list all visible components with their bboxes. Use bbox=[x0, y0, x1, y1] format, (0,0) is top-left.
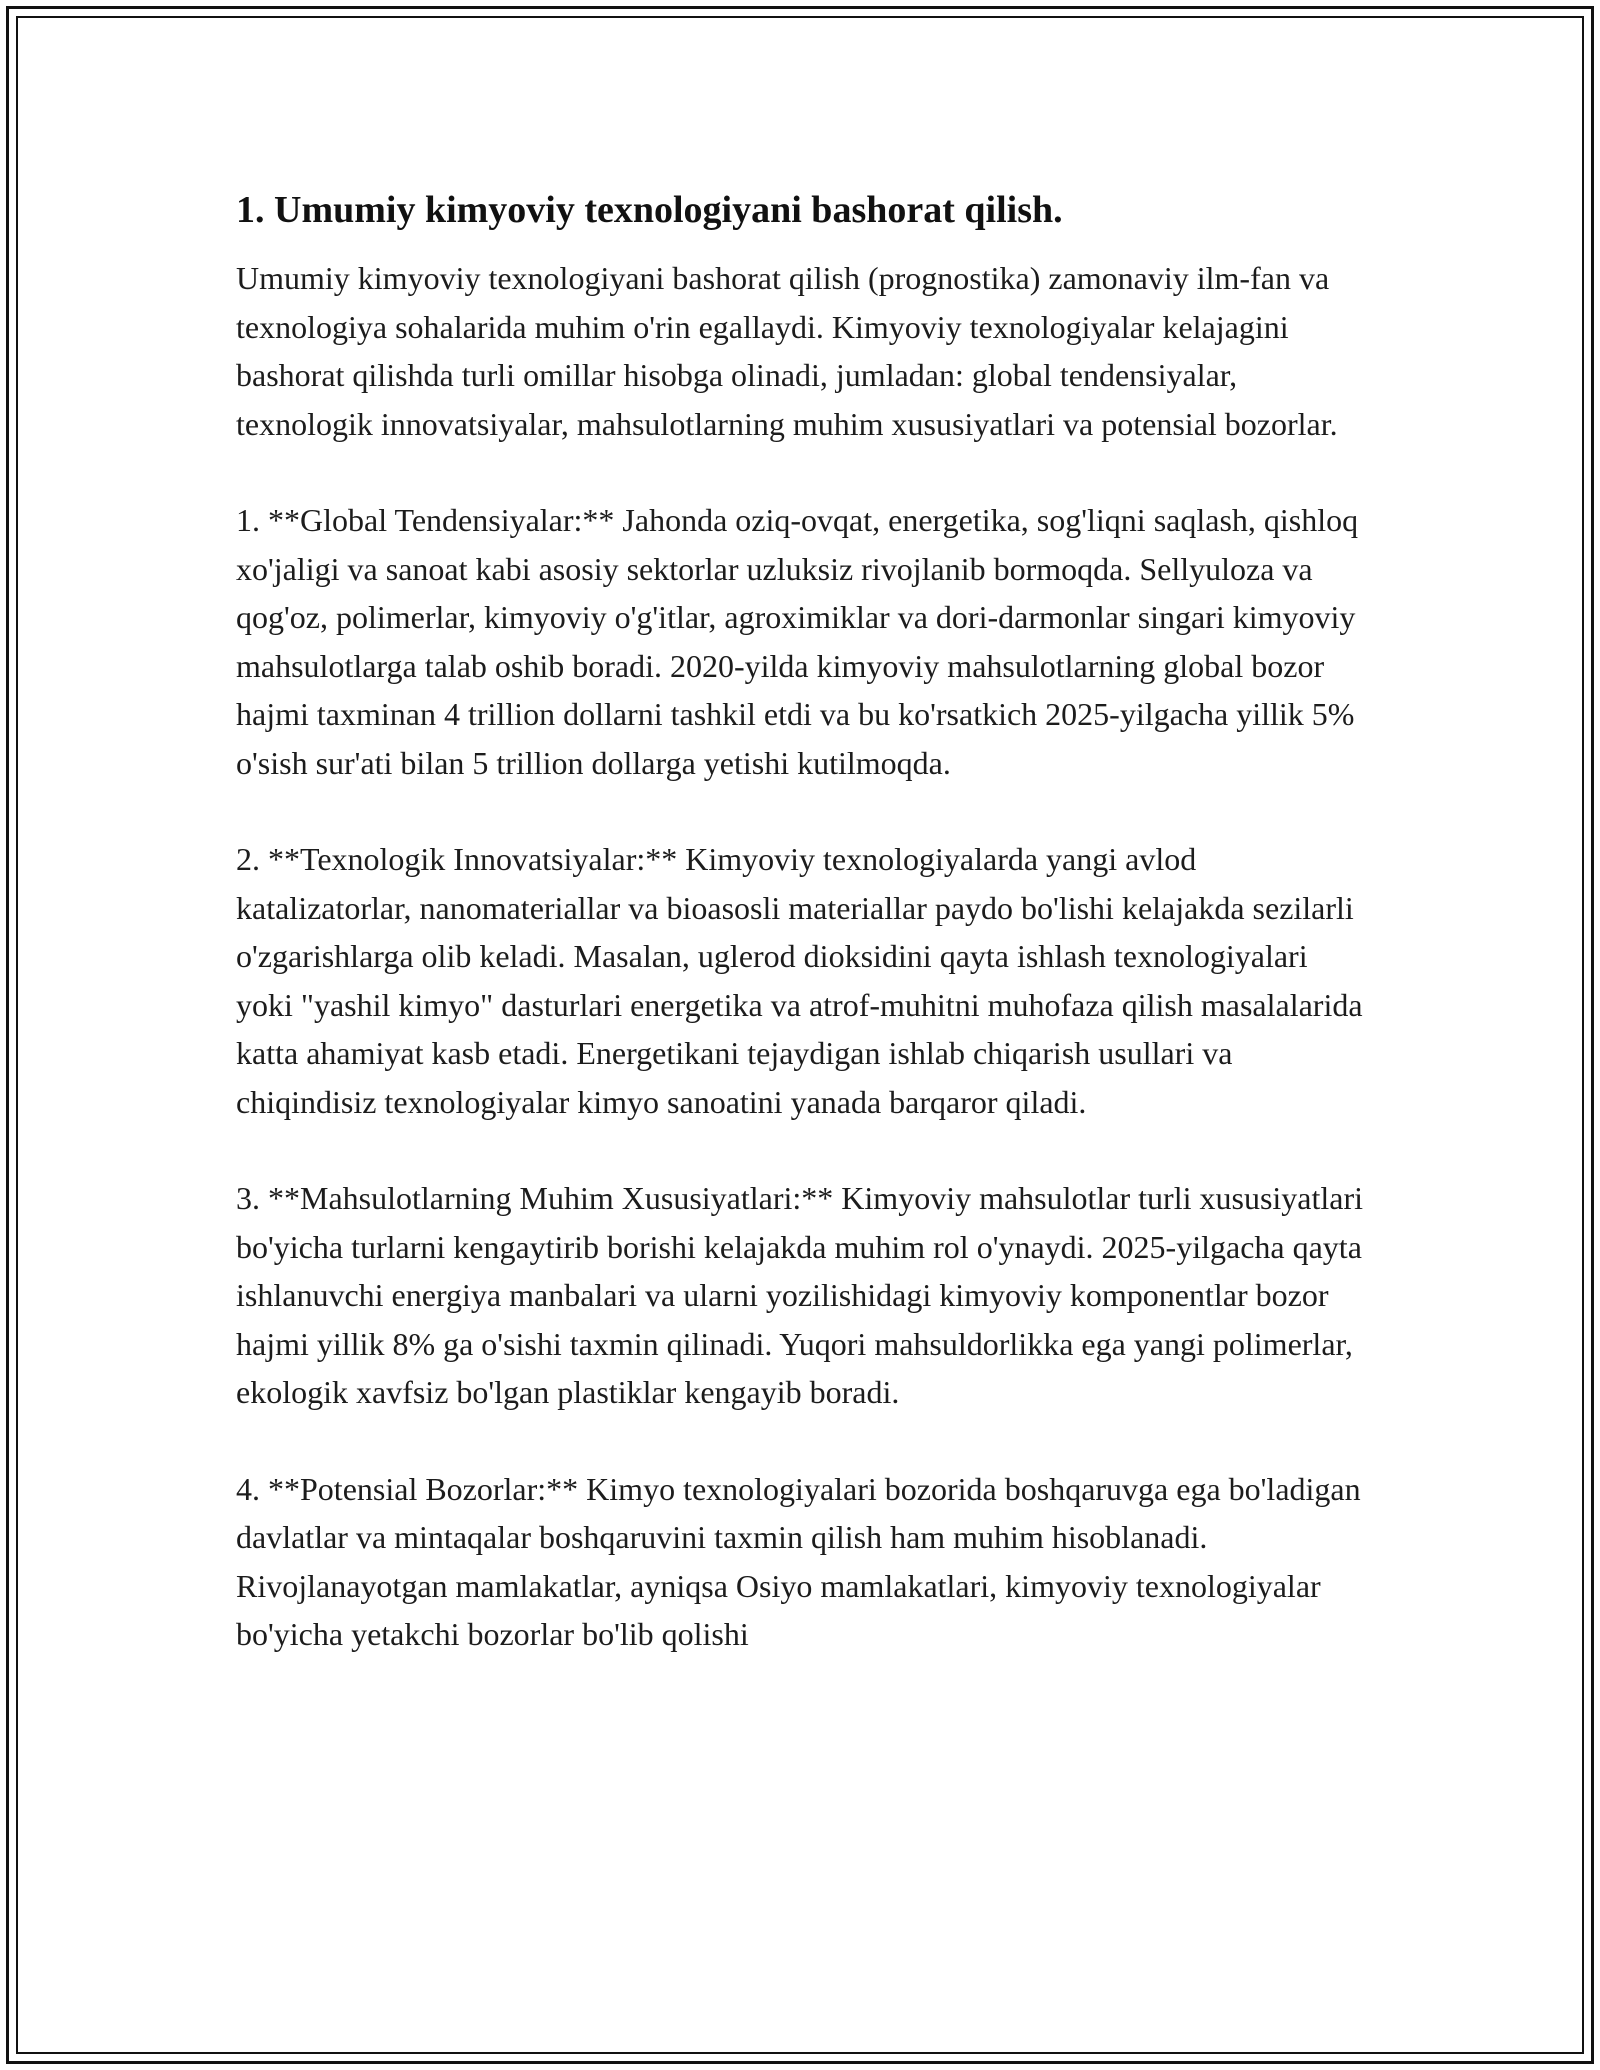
document-body bbox=[236, 186, 1366, 1707]
paragraph-global-tendencies: 1. **Global Tendensiyalar:** Jahonda oziq-ovqat, energetika, sog'liqni saqlash, qishloq xo'jaligi va sanoat kabi asosiy sektorlar uzluksiz rivojlanib bormoqda. Sellyuloza va qog'oz, polimerlar, kimyoviy o'g'itlar, agroximiklar va dori-darmonlar singari kimyoviy mahsulotlarga talab oshib boradi. 2020-yilda kimyoviy mahsulotlarning global bozor hajmi taxminan 4 trillion dollarni tashkil etdi va bu ko'rsatkich 2025-yilgacha yillik 5% o'sish sur'ati bilan 5 trillion dollarga yetishi kutilmoqda. bbox=[236, 502, 1359, 781]
paragraph-technological-innovations: 2. **Texnologik Innovatsiyalar:** Kimyoviy texnologiyalarda yangi avlod katalizatorlar, nanomateriallar va bioasosli materiallar paydo bo'lishi kelajakda sezilarli o'zgarishlarga olib keladi. Masalan, uglerod dioksidini qayta ishlash texnologiyalari yoki "yashil kimyo" dasturlari energetika va atrof-muhitni muhofaza qilish masalalarida katta ahamiyat kasb etadi. Energetikani tejaydigan ishlab chiqarish usullari va chiqindisiz texnologiyalar kimyo sanoatini yanada barqaror qiladi. bbox=[236, 841, 1363, 1120]
intro-paragraph: Umumiy kimyoviy texnologiyani bashorat qilish (prognostika) zamonaviy ilm-fan va texnologiya sohalarida muhim o'rin egallaydi. Kimyoviy texnologiyalar kelajagini bashorat qilishda turli omillar hisobga olinadi, jumladan: global tendensiyalar, texnologik innovatsiyalar, mahsulotlarning muhim xususiyatlari va potensial bozorlar. bbox=[236, 260, 1338, 442]
document-title: 1. Umumiy kimyoviy texnologiyani bashorat qilish. bbox=[236, 189, 1063, 231]
paragraph-potential-markets: 4. **Potensial Bozorlar:** Kimyo texnologiyalari bozorida boshqaruvga ega bo'ladigan davlatlar va mintaqalar boshqaruvini taxmin qilish ham muhim hisoblanadi. Rivojlanayotgan mamlakatlar, ayniqsa Osiyo mamlakatlari, kimyoviy texnologiyalar bo'yicha yetakchi bozorlar bo'lib qolishi bbox=[236, 1470, 1361, 1652]
paragraph-product-properties: 3. **Mahsulotlarning Muhim Xususiyatlari:** Kimyoviy mahsulotlar turli xususiyatlari bo'yicha turlarni kengaytirib borishi kelajakda muhim rol o'ynaydi. 2025-yilgacha qayta ishlanuvchi energiya manbalari va ularni yozilishidagi kimyoviy komponentlar bozor hajmi yillik 8% ga o'sishi taxmin qilinadi. Yuqori mahsuldorlikka ega yangi polimerlar, ekologik xavfsiz bo'lgan plastiklar kengayib boradi. bbox=[236, 1180, 1364, 1410]
